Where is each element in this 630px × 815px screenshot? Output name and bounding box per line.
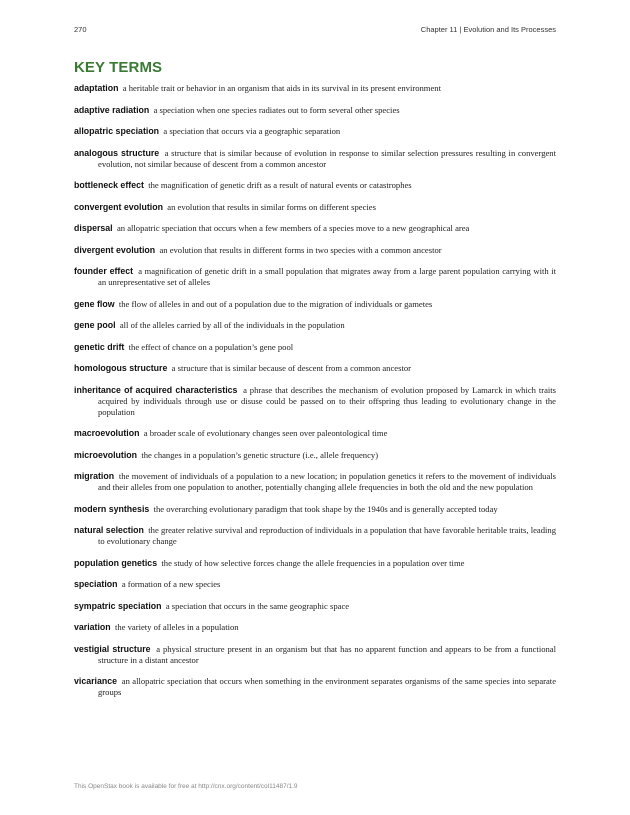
glossary-entry bbox=[74, 299, 556, 310]
glossary-term: gene flow bbox=[74, 298, 115, 309]
glossary-term: microevolution bbox=[74, 449, 138, 460]
glossary-entry bbox=[74, 579, 556, 590]
glossary-entry bbox=[74, 676, 556, 698]
glossary-definition: the effect of chance on a population’s gene pool bbox=[128, 341, 294, 352]
glossary-definition: a speciation when one species radiates out to form several other species bbox=[153, 104, 400, 115]
glossary-definition: a magnification of genetic drift in a small population that migrates away from a large parent population carrying with it an unrepresentative set of alleles bbox=[98, 266, 556, 287]
glossary-term: speciation bbox=[74, 579, 118, 589]
glossary-term: natural selection bbox=[74, 525, 144, 535]
running-header: Chapter 11 | Evolution and Its Processes bbox=[420, 25, 556, 34]
footer-note: This OpenStax book is available for free at http://cnx.org/content/col11487/1.9 bbox=[74, 783, 298, 790]
glossary-entry bbox=[74, 471, 556, 493]
glossary-term: gene pool bbox=[74, 320, 116, 330]
glossary-entry bbox=[74, 202, 556, 213]
glossary-term: bottleneck effect bbox=[74, 180, 144, 190]
glossary-term: divergent evolution bbox=[74, 244, 156, 255]
glossary-definition: a speciation that occurs in the same geographic space bbox=[165, 600, 350, 611]
glossary-entry bbox=[74, 558, 556, 569]
glossary-term: migration bbox=[74, 471, 115, 481]
glossary-term: vicariance bbox=[74, 676, 118, 686]
key-terms-list bbox=[74, 83, 556, 709]
glossary-term: vestigial structure bbox=[74, 643, 151, 654]
glossary-definition: a heritable trait or behavior in an organism that aids in its survival in its present environment bbox=[122, 83, 441, 93]
glossary-entry bbox=[74, 266, 556, 288]
glossary-entry bbox=[74, 644, 556, 666]
glossary-definition: the overarching evolutionary paradigm that took shape by the 1940s and is generally accepted today bbox=[153, 503, 498, 514]
glossary-definition: the study of how selective forces change the allele frequencies in a population over time bbox=[161, 557, 465, 568]
glossary-entry bbox=[74, 601, 556, 612]
glossary-term: modern synthesis bbox=[74, 503, 150, 514]
glossary-entry bbox=[74, 105, 556, 116]
glossary-definition: a phrase that describes the mechanism of evolution proposed by Lamarck in which traits acquired by individuals through use or disuse could be passed on to their offspring thus leading to evolutionary change in the population bbox=[98, 384, 557, 417]
glossary-entry bbox=[74, 363, 556, 374]
glossary-term: population genetics bbox=[74, 557, 158, 568]
glossary-entry bbox=[74, 83, 556, 94]
glossary-definition: the movement of individuals of a population to a new location; in population genetics it refers to the movement of individuals and their alleles from one population to another, potentially changing allele frequencies in both the old and the new population bbox=[98, 471, 556, 492]
glossary-entry bbox=[74, 223, 556, 234]
glossary-term: dispersal bbox=[74, 223, 113, 233]
page-number: 270 bbox=[74, 25, 87, 34]
glossary-term: sympatric speciation bbox=[74, 600, 162, 611]
glossary-definition: a structure that is similar because of descent from a common ancestor bbox=[171, 363, 412, 373]
glossary-term: inheritance of acquired characteristics bbox=[74, 384, 238, 395]
glossary-definition: the flow of alleles in and out of a population due to the migration of individuals or gametes bbox=[118, 298, 433, 309]
glossary-entry bbox=[74, 450, 556, 461]
glossary-term: analogous structure bbox=[74, 147, 160, 158]
glossary-entry bbox=[74, 428, 556, 439]
glossary-definition: an allopatric speciation that occurs when a few members of a species move to a new geographical area bbox=[116, 223, 470, 233]
glossary-term: genetic drift bbox=[74, 341, 125, 352]
glossary-definition: the magnification of genetic drift as a result of natural events or catastrophes bbox=[148, 180, 412, 190]
glossary-entry bbox=[74, 180, 556, 191]
glossary-entry bbox=[74, 245, 556, 256]
glossary-definition: a physical structure present in an organism but that has no apparent function and appears to be from a functional structure in a distant ancestor bbox=[98, 643, 557, 665]
glossary-term: adaptation bbox=[74, 83, 119, 93]
glossary-entry bbox=[74, 525, 556, 547]
glossary-term: convergent evolution bbox=[74, 201, 163, 212]
glossary-definition: a broader scale of evolutionary changes seen over paleontological time bbox=[143, 428, 388, 438]
glossary-term: macroevolution bbox=[74, 428, 140, 438]
glossary-definition: an evolution that results in similar forms on different species bbox=[167, 201, 376, 212]
glossary-definition: the changes in a population’s genetic structure (i.e., allele frequency) bbox=[141, 449, 379, 460]
glossary-definition: an allopatric speciation that occurs when something in the environment separates organisms of the same species into separate groups bbox=[98, 676, 557, 697]
glossary-term: founder effect bbox=[74, 266, 134, 276]
glossary-term: adaptive radiation bbox=[74, 104, 150, 115]
glossary-definition: an evolution that results in different forms in two species with a common ancestor bbox=[159, 244, 442, 255]
glossary-definition: the greater relative survival and reproduction of individuals in a population that have favorable heritable traits, leading to evolutionary change bbox=[98, 525, 556, 546]
glossary-definition: all of the alleles carried by all of the individuals in the population bbox=[119, 320, 345, 330]
glossary-entry bbox=[74, 342, 556, 353]
glossary-term: allopatric speciation bbox=[74, 126, 160, 136]
glossary-entry bbox=[74, 504, 556, 515]
glossary-definition: a formation of a new species bbox=[121, 579, 221, 589]
glossary-term: variation bbox=[74, 622, 111, 632]
glossary-entry bbox=[74, 148, 556, 170]
glossary-definition: a speciation that occurs via a geographic separation bbox=[163, 126, 341, 136]
glossary-definition: the variety of alleles in a population bbox=[114, 622, 239, 632]
section-title: KEY TERMS bbox=[74, 59, 163, 76]
glossary-term: homologous structure bbox=[74, 363, 168, 373]
glossary-definition: a structure that is similar because of evolution in response to similar selection pressures resulting in convergent evolution, not similar because of descent from a common ancestor bbox=[98, 147, 556, 169]
glossary-entry bbox=[74, 385, 556, 418]
glossary-entry bbox=[74, 320, 556, 331]
glossary-entry bbox=[74, 126, 556, 137]
glossary-entry bbox=[74, 622, 556, 633]
